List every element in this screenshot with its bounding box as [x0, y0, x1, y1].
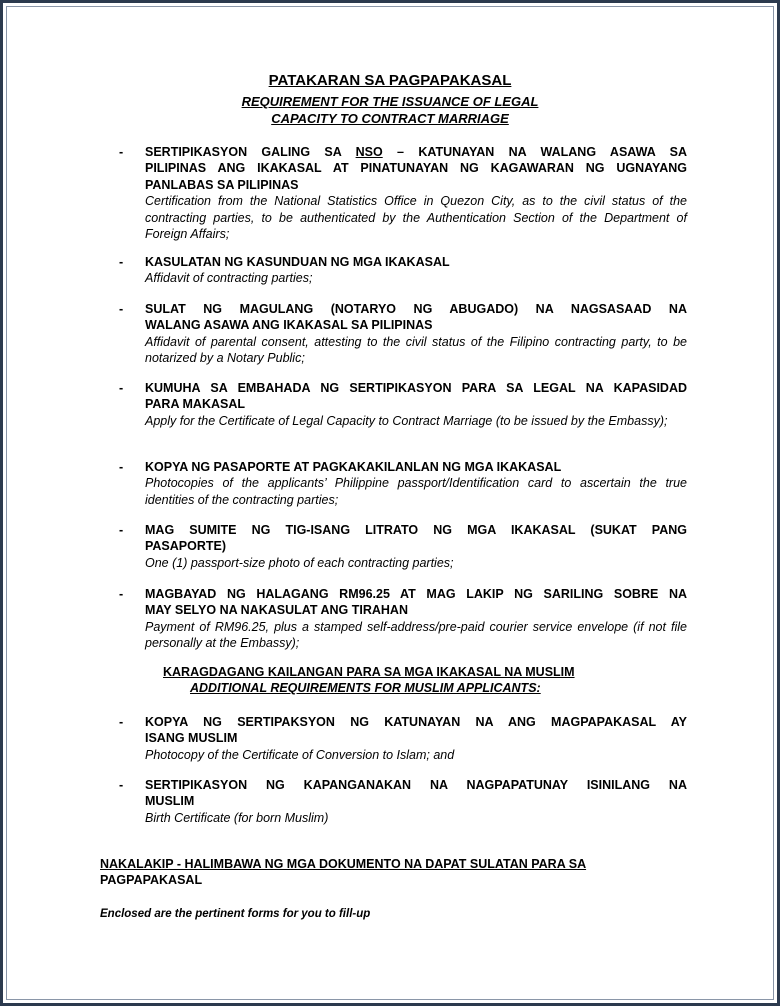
requirement-item — [119, 144, 687, 242]
subtitle-line: CAPACITY TO CONTRACT MARRIAGE — [271, 111, 509, 126]
requirement-english: Affidavit of contracting parties; — [145, 271, 313, 286]
requirement-item — [119, 522, 687, 571]
bullet-dash: - — [119, 523, 124, 537]
requirement-item — [119, 254, 687, 287]
enclosed-heading-line: NAKALAKIP - HALIMBAWA NG MGA DOKUMENTO NA DAPAT SULATAN PARA SA — [100, 857, 587, 871]
bullet-dash: - — [119, 778, 124, 792]
bullet-dash: - — [119, 255, 124, 269]
requirement-tagalog-line: PASAPORTE) — [145, 539, 227, 554]
subtitle-line: REQUIREMENT FOR THE ISSUANCE OF LEGAL — [241, 94, 539, 109]
requirement-item — [119, 380, 687, 429]
enclosed-heading-line: PAGPAPAKASAL — [100, 873, 203, 888]
bullet-dash: - — [119, 145, 124, 159]
requirement-tagalog-line: KUMUHA SA EMBAHADA NG SERTIPIKASYON PARA SA LEGAL NA KAPASIDAD — [145, 381, 687, 395]
requirement-english: One (1) passport-size photo of each contracting parties; — [145, 555, 454, 570]
requirement-item — [119, 301, 687, 367]
requirement-tagalog-line: MAG SUMITE NG TIG-ISANG LITRATO NG MGA IKAKASAL (SUKAT PANG — [145, 523, 687, 537]
requirement-item — [119, 777, 687, 826]
requirement-item — [119, 586, 687, 652]
requirement-tagalog-line: SERTIPIKASYON NG KAPANGANAKAN NA NAGPAPATUNAY ISINILANG NA — [145, 778, 687, 792]
bullet-dash: - — [119, 715, 124, 729]
bullet-dash: - — [119, 381, 124, 395]
requirement-tagalog-line: PARA MAKASAL — [145, 397, 245, 412]
requirement-english: Apply for the Certificate of Legal Capacity to Contract Marriage (to be issued by the Embassy); — [145, 413, 668, 428]
requirement-english: Affidavit of parental consent, attesting to the civil status of the Filipino contracting party, to be notarized by a Notary Public; — [145, 334, 687, 366]
requirement-tagalog-line: KASULATAN NG KASUNDUAN NG MGA IKAKASAL — [145, 255, 450, 269]
requirement-tagalog-line: WALANG ASAWA ANG IKAKASAL SA PILIPINAS — [145, 318, 433, 333]
requirement-english: Payment of RM96.25, plus a stamped self-address/pre-paid courier service envelope (if not file personally at the Embassy); — [145, 619, 687, 651]
additional-heading-english: ADDITIONAL REQUIREMENTS FOR MUSLIM APPLICANTS: — [190, 681, 541, 695]
bullet-dash: - — [119, 302, 124, 316]
requirement-tagalog-line: PANLABAS SA PILIPINAS — [145, 177, 299, 192]
additional-heading-tagalog: KARAGDAGANG KAILANGAN PARA SA MGA IKAKASAL NA MUSLIM — [163, 665, 575, 679]
requirement-tagalog-line: PILIPINAS ANG IKAKASAL AT PINATUNAYAN NG KAGAWARAN NG UGNAYANG — [145, 161, 687, 176]
requirement-tagalog-line: MAGBAYAD NG HALAGANG RM96.25 AT MAG LAKIP NG SARILING SOBRE NA — [145, 587, 687, 601]
requirement-tagalog-line: KOPYA NG PASAPORTE AT PAGKAKAKILANLAN NG MGA IKAKASAL — [145, 460, 562, 474]
enclosed-heading — [100, 856, 660, 889]
page-title: PATAKARAN SA PAGPAPAKASAL — [268, 72, 512, 89]
requirement-item — [119, 459, 687, 508]
requirement-tagalog-line: MAY SELYO NA NAKASULAT ANG TIRAHAN — [145, 603, 408, 618]
requirement-tagalog-line: ISANG MUSLIM — [145, 731, 238, 746]
requirement-tagalog-line: SERTIPIKASYON GALING SA NSO – KATUNAYAN NA WALANG ASAWA SA — [145, 145, 687, 159]
requirement-tagalog-line: SULAT NG MAGULANG (NOTARYO NG ABUGADO) NA NAGSASAAD NA — [145, 302, 687, 316]
requirement-english: Certification from the National Statistics Office in Quezon City, as to the civil status of the contracting parties, to be authenticated by the Authentication Section of the Department of Foreign Affairs; — [145, 194, 687, 242]
additional-requirements-heading — [163, 664, 575, 696]
requirement-tagalog-line: KOPYA NG SERTIPAKSYON NG KATUNAYAN NA ANG MAGPAPAKASAL AY — [145, 715, 687, 729]
requirement-english: Birth Certificate (for born Muslim) — [145, 810, 329, 825]
requirement-english: Photocopy of the Certificate of Conversion to Islam; and — [145, 747, 455, 762]
bullet-dash: - — [119, 460, 124, 474]
requirement-tagalog-line: MUSLIM — [145, 794, 195, 809]
requirement-english: Photocopies of the applicants’ Philippine passport/Identification card to ascertain the true identities of the contracting parties; — [145, 476, 687, 507]
bullet-dash: - — [119, 587, 124, 601]
page-subtitle — [3, 93, 777, 127]
enclosed-note: Enclosed are the pertinent forms for you to fill-up — [100, 908, 371, 920]
requirement-item — [119, 714, 687, 763]
